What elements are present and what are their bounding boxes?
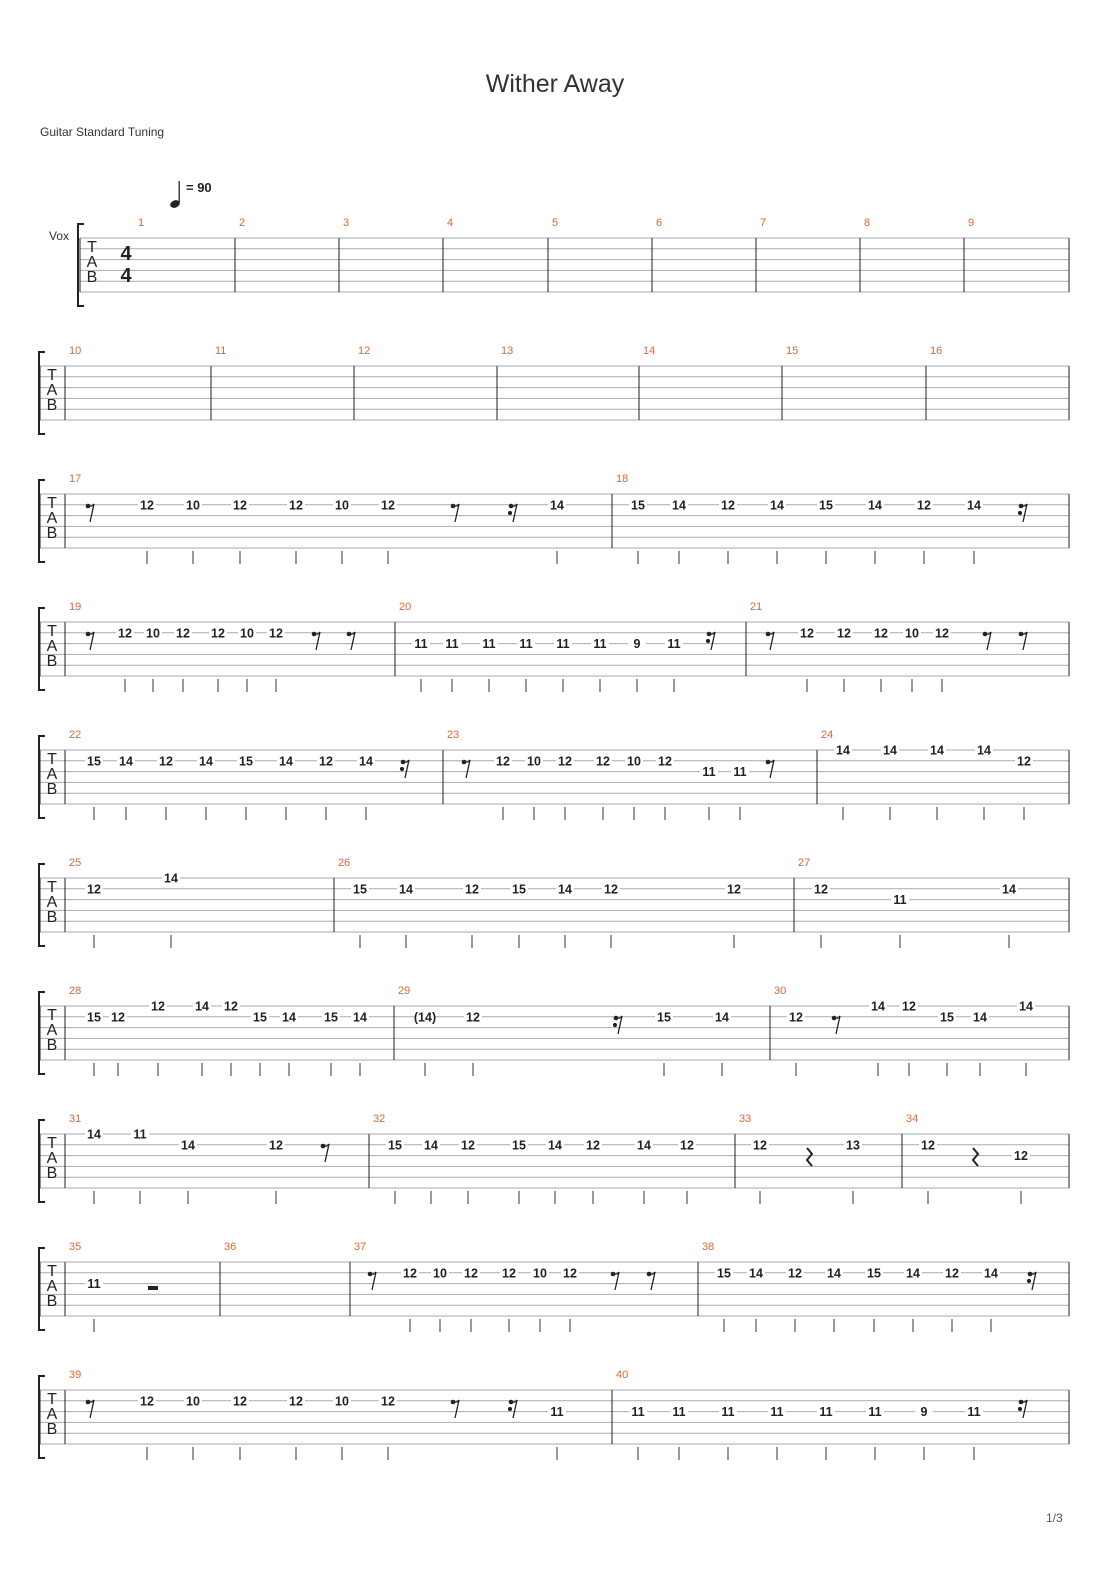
fret-number: 12	[945, 1266, 959, 1281]
measure-number: 33	[739, 1113, 752, 1125]
tab-clef-letter: B	[46, 653, 58, 670]
tab-clef-letter: B	[46, 397, 58, 414]
fret-number: 12	[502, 1266, 516, 1281]
fret-number: 15	[87, 1010, 101, 1025]
fret-number: 11	[667, 637, 681, 652]
fret-number: 12	[111, 1010, 125, 1025]
measure-number: 17	[69, 473, 82, 485]
measure-number: 10	[69, 345, 82, 357]
tab-system	[0, 976, 1110, 1076]
fret-number: 14	[672, 498, 686, 513]
fret-number: 12	[789, 1010, 803, 1025]
measure-number: 26	[338, 857, 351, 869]
fret-number: 14	[1002, 882, 1016, 897]
measure-number: 35	[69, 1241, 82, 1253]
fret-number: 10	[627, 754, 641, 769]
measure-number: 12	[358, 345, 371, 357]
rest-8	[347, 632, 355, 650]
fret-number: 12	[381, 498, 395, 513]
rest-8	[611, 1272, 619, 1290]
fret-number: 10	[905, 626, 919, 641]
fret-number: 12	[921, 1138, 935, 1153]
tempo-marking: = 90	[186, 180, 212, 195]
fret-number: 12	[289, 498, 303, 513]
fret-number: 12	[558, 754, 572, 769]
measure-number: 3	[343, 217, 350, 229]
tab-system	[0, 1232, 1110, 1332]
measure-number: 37	[354, 1241, 367, 1253]
fret-number: 12	[721, 498, 735, 513]
fret-number: 14	[930, 743, 944, 758]
fret-number: 14	[1019, 999, 1033, 1014]
fret-number: 12	[464, 1266, 478, 1281]
fret-number: 14	[279, 754, 293, 769]
fret-number: 14	[550, 498, 564, 513]
fret-number: 11	[819, 1405, 833, 1420]
fret-number: 12	[224, 999, 238, 1014]
fret-number: 12	[118, 626, 132, 641]
rest-8	[86, 1400, 94, 1418]
system-bracket	[78, 224, 84, 306]
measure-number: 28	[69, 985, 82, 997]
rest-2	[148, 1286, 158, 1290]
fret-number: 14	[424, 1138, 438, 1153]
fret-number: 12	[466, 1010, 480, 1025]
fret-number: 12	[563, 1266, 577, 1281]
tab-system	[0, 720, 1110, 820]
fret-number: 12	[727, 882, 741, 897]
fret-number: 12	[233, 1394, 247, 1409]
rest-8	[451, 504, 459, 522]
measure-number: 30	[774, 985, 787, 997]
fret-number: 12	[151, 999, 165, 1014]
fret-number: 12	[496, 754, 510, 769]
rest-8	[462, 760, 470, 778]
tab-clef-letter: B	[46, 1037, 58, 1054]
fret-number: 12	[140, 1394, 154, 1409]
rest-16	[508, 1400, 517, 1418]
fret-number: 12	[159, 754, 173, 769]
fret-number: 10	[146, 626, 160, 641]
fret-number: 12	[403, 1266, 417, 1281]
measure-number: 18	[616, 473, 629, 485]
fret-number: 14	[749, 1266, 763, 1281]
fret-number: 12	[176, 626, 190, 641]
fret-number: 14	[715, 1010, 729, 1025]
fret-number: 12	[140, 498, 154, 513]
tab-clef-letter: T	[47, 879, 57, 896]
rest-16	[508, 504, 517, 522]
song-title: Wither Away	[485, 70, 625, 98]
fret-number: 12	[465, 882, 479, 897]
fret-number: 12	[87, 882, 101, 897]
tab-clef-letter: A	[86, 254, 98, 271]
tab-system	[0, 336, 1110, 436]
tab-system	[0, 592, 1110, 692]
fret-number: 12	[1014, 1149, 1028, 1164]
fret-number: 11	[672, 1405, 686, 1420]
fret-number: 15	[940, 1010, 954, 1025]
fret-number: 14	[906, 1266, 920, 1281]
rest-8	[832, 1016, 840, 1034]
tab-staff	[0, 720, 1110, 820]
fret-number: (14)	[413, 1010, 437, 1025]
fret-number: 15	[717, 1266, 731, 1281]
fret-number: 15	[87, 754, 101, 769]
fret-number: 14	[637, 1138, 651, 1153]
tab-system	[0, 464, 1110, 564]
rest-16	[1018, 1400, 1027, 1418]
measure-number: 15	[786, 345, 799, 357]
measure-number: 21	[750, 601, 763, 613]
fret-number: 15	[388, 1138, 402, 1153]
fret-number: 14	[871, 999, 885, 1014]
tab-clef-letter: A	[46, 1150, 58, 1167]
measure-number: 7	[760, 217, 767, 229]
rest-8	[983, 632, 991, 650]
rest-8	[647, 1272, 655, 1290]
fret-number: 11	[631, 1405, 645, 1420]
time-signature-bottom: 4	[120, 265, 132, 287]
instrument-name: Vox	[49, 229, 70, 243]
fret-number: 12	[837, 626, 851, 641]
measure-number: 38	[702, 1241, 715, 1253]
fret-number: 10	[433, 1266, 447, 1281]
rest-16	[400, 760, 409, 778]
rest-8	[86, 504, 94, 522]
tab-clef-letter: A	[46, 638, 58, 655]
fret-number: 13	[846, 1138, 860, 1153]
fret-number: 12	[289, 1394, 303, 1409]
fret-number: 15	[512, 882, 526, 897]
fret-number: 11	[519, 637, 533, 652]
fret-number: 15	[253, 1010, 267, 1025]
measure-number: 40	[616, 1369, 629, 1381]
tab-system	[0, 208, 1110, 308]
fret-number: 12	[680, 1138, 694, 1153]
fret-number: 12	[753, 1138, 767, 1153]
tab-system	[0, 1104, 1110, 1204]
fret-number: 14	[770, 498, 784, 513]
rest-8	[321, 1144, 329, 1162]
fret-number: 12	[917, 498, 931, 513]
tab-clef-letter: B	[46, 1293, 58, 1310]
tab-staff	[0, 336, 1110, 436]
tab-staff	[0, 1360, 1110, 1460]
fret-number: 11	[721, 1405, 735, 1420]
fret-number: 15	[324, 1010, 338, 1025]
tab-clef-letter: T	[87, 239, 97, 256]
measure-number: 36	[224, 1241, 237, 1253]
tab-clef-letter: B	[46, 525, 58, 542]
fret-number: 10	[186, 498, 200, 513]
fret-number: 14	[87, 1127, 101, 1142]
rest-8	[1019, 632, 1027, 650]
fret-number: 14	[359, 754, 373, 769]
fret-number: 10	[533, 1266, 547, 1281]
rest-4	[807, 1148, 812, 1166]
fret-number: 14	[868, 498, 882, 513]
tab-staff	[0, 848, 1110, 948]
rest-4	[973, 1148, 978, 1166]
measure-number: 22	[69, 729, 82, 741]
tab-system	[0, 1360, 1110, 1460]
tab-clef-letter: T	[47, 751, 57, 768]
fret-number: 12	[211, 626, 225, 641]
fret-number: 12	[269, 1138, 283, 1153]
tab-clef-letter: T	[47, 495, 57, 512]
fret-number: 11	[550, 1405, 564, 1420]
fret-number: 12	[1017, 754, 1031, 769]
measure-number: 20	[399, 601, 412, 613]
fret-number: 15	[819, 498, 833, 513]
measure-number: 34	[906, 1113, 919, 1125]
fret-number: 10	[335, 1394, 349, 1409]
rest-8	[451, 1400, 459, 1418]
fret-number: 11	[414, 637, 428, 652]
tab-clef-letter: B	[46, 781, 58, 798]
measure-number: 31	[69, 1113, 82, 1125]
fret-number: 11	[556, 637, 570, 652]
fret-number: 14	[977, 743, 991, 758]
rest-8	[766, 632, 774, 650]
fret-number: 9	[633, 637, 641, 652]
measure-number: 5	[552, 217, 559, 229]
fret-number: 12	[935, 626, 949, 641]
measure-number: 8	[864, 217, 871, 229]
fret-number: 11	[87, 1277, 101, 1292]
fret-number: 11	[482, 637, 496, 652]
fret-number: 12	[461, 1138, 475, 1153]
tab-staff	[0, 464, 1110, 564]
rest-16	[613, 1016, 622, 1034]
rest-8	[766, 760, 774, 778]
fret-number: 14	[967, 498, 981, 513]
tab-staff	[0, 976, 1110, 1076]
fret-number: 12	[658, 754, 672, 769]
tab-clef-letter: T	[47, 1007, 57, 1024]
fret-number: 11	[445, 637, 459, 652]
fret-number: 14	[836, 743, 850, 758]
tab-clef-letter: T	[47, 623, 57, 640]
fret-number: 12	[319, 754, 333, 769]
fret-number: 14	[548, 1138, 562, 1153]
fret-number: 14	[199, 754, 213, 769]
measure-number: 11	[215, 345, 227, 357]
fret-number: 14	[353, 1010, 367, 1025]
fret-number: 14	[181, 1138, 195, 1153]
fret-number: 12	[604, 882, 618, 897]
measure-number: 14	[643, 345, 656, 357]
tab-staff	[0, 1104, 1110, 1204]
fret-number: 9	[920, 1405, 928, 1420]
fret-number: 14	[399, 882, 413, 897]
tab-staff	[0, 208, 1110, 308]
tab-clef-letter: B	[46, 909, 58, 926]
fret-number: 15	[239, 754, 253, 769]
tab-clef-letter: T	[47, 367, 57, 384]
fret-number: 12	[788, 1266, 802, 1281]
measure-number: 24	[821, 729, 834, 741]
measure-number: 13	[501, 345, 514, 357]
measure-number: 27	[798, 857, 811, 869]
tuning-label: Guitar Standard Tuning	[40, 125, 165, 139]
fret-number: 11	[967, 1405, 981, 1420]
fret-number: 10	[186, 1394, 200, 1409]
measure-number: 2	[239, 217, 246, 229]
tab-system	[0, 848, 1110, 948]
tab-clef-letter: A	[46, 1022, 58, 1039]
fret-number: 11	[593, 637, 607, 652]
tab-clef-letter: A	[46, 510, 58, 527]
fret-number: 14	[164, 871, 178, 886]
tab-staff	[0, 1232, 1110, 1332]
measure-number: 39	[69, 1369, 82, 1381]
tab-clef-letter: A	[46, 382, 58, 399]
fret-number: 15	[867, 1266, 881, 1281]
fret-number: 11	[702, 765, 716, 780]
rest-8	[86, 632, 94, 650]
rest-16	[706, 632, 715, 650]
fret-number: 14	[984, 1266, 998, 1281]
measure-number: 23	[447, 729, 460, 741]
rest-16	[1018, 504, 1027, 522]
tab-clef-letter: B	[46, 1421, 58, 1438]
rest-8	[312, 632, 320, 650]
fret-number: 12	[233, 498, 247, 513]
page-indicator: 1/3	[1046, 1511, 1063, 1525]
measure-number: 19	[69, 601, 82, 613]
rest-16	[1027, 1272, 1036, 1290]
fret-number: 14	[282, 1010, 296, 1025]
fret-number: 15	[631, 498, 645, 513]
tab-staff	[0, 592, 1110, 692]
tab-clef-letter: B	[46, 1165, 58, 1182]
tab-clef-letter: A	[46, 766, 58, 783]
fret-number: 12	[269, 626, 283, 641]
fret-number: 14	[883, 743, 897, 758]
time-signature-top: 4	[120, 243, 132, 265]
fret-number: 12	[381, 1394, 395, 1409]
fret-number: 15	[512, 1138, 526, 1153]
fret-number: 12	[800, 626, 814, 641]
fret-number: 12	[874, 626, 888, 641]
tab-clef-letter: A	[46, 894, 58, 911]
fret-number: 14	[827, 1266, 841, 1281]
tab-clef-letter: A	[46, 1278, 58, 1295]
tab-clef-letter: T	[47, 1391, 57, 1408]
measure-number: 1	[138, 217, 145, 229]
fret-number: 11	[770, 1405, 784, 1420]
tab-clef-letter: B	[86, 269, 98, 286]
fret-number: 11	[733, 765, 747, 780]
fret-number: 12	[586, 1138, 600, 1153]
fret-number: 14	[558, 882, 572, 897]
fret-number: 12	[596, 754, 610, 769]
rest-8	[368, 1272, 376, 1290]
measure-number: 4	[447, 217, 454, 229]
fret-number: 10	[527, 754, 541, 769]
fret-number: 14	[973, 1010, 987, 1025]
tab-clef-letter: T	[47, 1135, 57, 1152]
fret-number: 11	[893, 893, 907, 908]
measure-number: 25	[69, 857, 82, 869]
fret-number: 14	[195, 999, 209, 1014]
fret-number: 15	[657, 1010, 671, 1025]
measure-number: 29	[398, 985, 411, 997]
fret-number: 10	[335, 498, 349, 513]
fret-number: 15	[353, 882, 367, 897]
fret-number: 14	[119, 754, 133, 769]
tab-clef-letter: A	[46, 1406, 58, 1423]
fret-number: 11	[868, 1405, 882, 1420]
fret-number: 10	[240, 626, 254, 641]
fret-number: 11	[133, 1127, 147, 1142]
fret-number: 12	[902, 999, 916, 1014]
measure-number: 9	[968, 217, 975, 229]
fret-number: 12	[814, 882, 828, 897]
measure-number: 6	[656, 217, 663, 229]
measure-number: 32	[373, 1113, 386, 1125]
measure-number: 16	[930, 345, 943, 357]
tab-clef-letter: T	[47, 1263, 57, 1280]
